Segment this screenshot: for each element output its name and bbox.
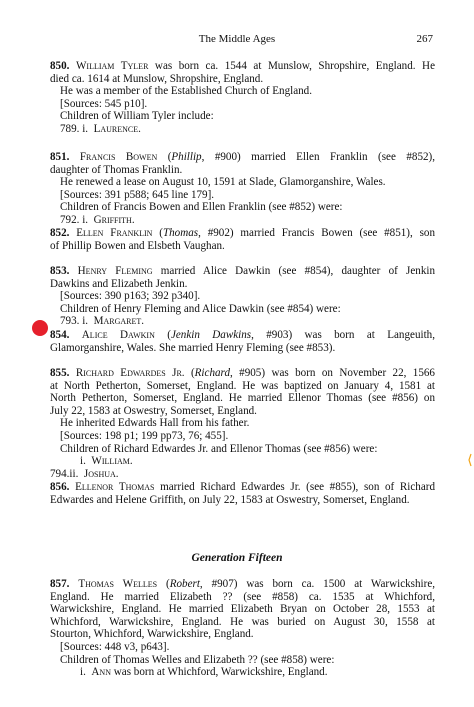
entry-number: 853.	[50, 265, 70, 277]
child-number: 792. i.	[60, 213, 89, 226]
child-item	[50, 123, 435, 136]
entry-854	[50, 329, 435, 354]
child-item	[50, 214, 435, 227]
generation-heading: Generation Fifteen	[191, 552, 283, 564]
entry-line: England. He married Elizabeth ?? (see #858) ca. 1535 at Whichford,	[50, 590, 435, 603]
entry-852	[50, 227, 435, 252]
entry-text: , #903) was born at Langeuith,	[251, 329, 435, 341]
child-name: Joshua.	[83, 467, 119, 480]
sources-line: [Sources: 198 p1; 199 pp73, 76; 455].	[60, 429, 229, 442]
person-alias: Jenkin Dawkins	[170, 329, 252, 341]
sources-line: [Sources: 390 p163; 392 p340].	[60, 290, 201, 303]
running-header-title: The Middle Ages	[198, 33, 276, 45]
child-number: 793. i.	[60, 315, 89, 328]
child-number: 789. i.	[60, 122, 89, 135]
person-name: Francis Bowen	[79, 151, 158, 163]
person-name: Ellen Franklin	[76, 227, 153, 239]
entry-856	[50, 481, 435, 506]
child-item	[50, 666, 435, 679]
person-name: Ellenor Thomas	[75, 481, 155, 493]
person-name: Thomas Welles	[78, 578, 158, 590]
entry-line: Warwickshire, England. He married Elizabeth Bryan on October 28, 1553 at	[50, 603, 435, 616]
entry-text: was born at Whichford, Warwickshire, England.	[110, 666, 328, 679]
entry-first-line: 852. Ellen Franklin (Thomas, #902) married Francis Bowen (see #851), son	[50, 227, 436, 239]
entry-first-line: 851. Francis Bowen (Phillip, #900) married Ellen Franklin (see #852),	[50, 151, 436, 163]
children-heading: Children of Richard Edwardes Jr. and Ellenor Thomas (see #856) were:	[60, 442, 378, 455]
entry-note: He renewed a lease on August 10, 1591 at Slade, Glamorganshire, Wales.	[60, 176, 386, 189]
entry-first-line	[50, 265, 435, 278]
entry-853	[50, 265, 435, 328]
red-marker-dot	[32, 320, 48, 336]
person-name: Alice Dawkin	[81, 329, 155, 341]
entry-line: Glamorganshire, Wales. She married Henry Fleming (see #853).	[50, 341, 336, 354]
child-number: 794.ii.	[50, 467, 79, 480]
children-heading: Children of Francis Bowen and Ellen Franklin (see #852) were:	[60, 201, 343, 214]
sources-line: [Sources: 391 p588; 645 line 179].	[60, 188, 215, 201]
entry-text: , #900) married Ellen Franklin (see #852),	[201, 151, 436, 163]
entry-note: He was a member of the Established Church of England.	[60, 85, 313, 98]
child-name: William.	[91, 455, 133, 468]
child-item	[50, 455, 435, 468]
entry-line: of Phillip Bowen and Elsbeth Vaughan.	[50, 239, 225, 252]
entry-number: 856.	[50, 481, 70, 493]
child-number: i.	[80, 666, 86, 679]
entry-line: Edwardes and Helene Griffith, on July 22, 1583 at Oswestry, Somerset, England.	[50, 493, 410, 506]
entry-line: Stourton, Whichford, Warwickshire, England.	[50, 628, 254, 641]
person-name: Richard Edwardes Jr.	[75, 367, 185, 379]
child-number: i.	[80, 455, 86, 468]
entry-857	[50, 578, 435, 679]
children-heading: Children of William Tyler include:	[60, 110, 214, 123]
entry-first-line: 857. Thomas Welles (Robert, #907) was born ca. 1500 at Warwickshire,	[50, 578, 436, 590]
entry-line: July 22, 1583 at Oswestry, Somerset, England.	[50, 404, 257, 417]
entry-text: was born ca. 1544 at Munslow, Shropshire, England. He	[148, 60, 435, 72]
entry-line: died ca. 1614 at Munslow, Shropshire, England.	[50, 72, 264, 85]
entry-number: 855.	[50, 367, 70, 379]
sources-line: [Sources: 545 p10].	[60, 97, 148, 110]
entry-text: married Richard Edwardes Jr. (see #855), son of Richard	[154, 481, 435, 493]
entry-855	[50, 367, 435, 480]
entry-text: , #907) was born ca. 1500 at Warwickshire,	[199, 578, 436, 590]
entry-number: 850.	[50, 60, 70, 72]
entry-first-line	[50, 481, 435, 494]
entry-line: North Petherton, Somerset, England. He married Ellenor Thomas (see #856) on	[50, 392, 435, 405]
child-name: Ann	[91, 666, 111, 679]
child-item	[50, 468, 435, 481]
entry-number: 852.	[50, 227, 70, 239]
sources-line: [Sources: 448 v3, p643].	[60, 640, 170, 653]
entry-first-line	[50, 60, 435, 73]
entry-first-line: 854. Alice Dawkin (Jenkin Dawkins, #903) was born at Langeuith,	[50, 329, 435, 341]
page-number: 267	[416, 33, 433, 45]
entry-first-line: 855. Richard Edwardes Jr. (Richard, #905) was born on November 22, 1566	[50, 367, 435, 379]
entry-text: , #902) married Francis Bowen (see #851), son	[198, 227, 436, 239]
entry-number: 857.	[50, 578, 70, 590]
person-name: Henry Fleming	[77, 265, 153, 277]
entry-text: , #905) was born on November 22, 1566	[230, 367, 435, 379]
person-alias: Robert	[169, 578, 200, 590]
entry-line: at North Petherton, Somerset, England. He was baptized on January 4, 1581 at	[50, 379, 435, 392]
entry-851	[50, 151, 435, 227]
entry-850	[50, 60, 435, 136]
orange-margin-mark-icon	[466, 453, 472, 467]
person-name: William Tyler	[75, 60, 149, 72]
person-alias: Thomas	[162, 227, 199, 239]
child-item	[50, 315, 435, 328]
entry-line: daughter of Thomas Franklin.	[50, 163, 183, 176]
entry-note: He inherited Edwards Hall from his father.	[60, 417, 250, 430]
entry-line: Dawkins and Elizabeth Jenkin.	[50, 277, 188, 290]
entry-text: married Alice Dawkin (see #854), daughter of Jenkin	[152, 265, 436, 277]
entry-line: Whichford, Warwickshire, England. He was buried on August 30, 1558 at	[50, 615, 435, 628]
person-alias: Phillip	[171, 151, 202, 163]
entry-number: 854.	[50, 329, 70, 341]
person-alias: Richard	[194, 367, 230, 379]
children-heading: Children of Henry Fleming and Alice Dawkin (see #854) were:	[60, 302, 341, 315]
child-name: Griffith.	[93, 213, 135, 226]
child-name: Margaret.	[93, 315, 145, 328]
entry-number: 851.	[50, 151, 70, 163]
child-name: Laurence.	[93, 122, 141, 135]
children-heading: Children of Thomas Welles and Elizabeth ?? (see #858) were:	[60, 653, 335, 666]
